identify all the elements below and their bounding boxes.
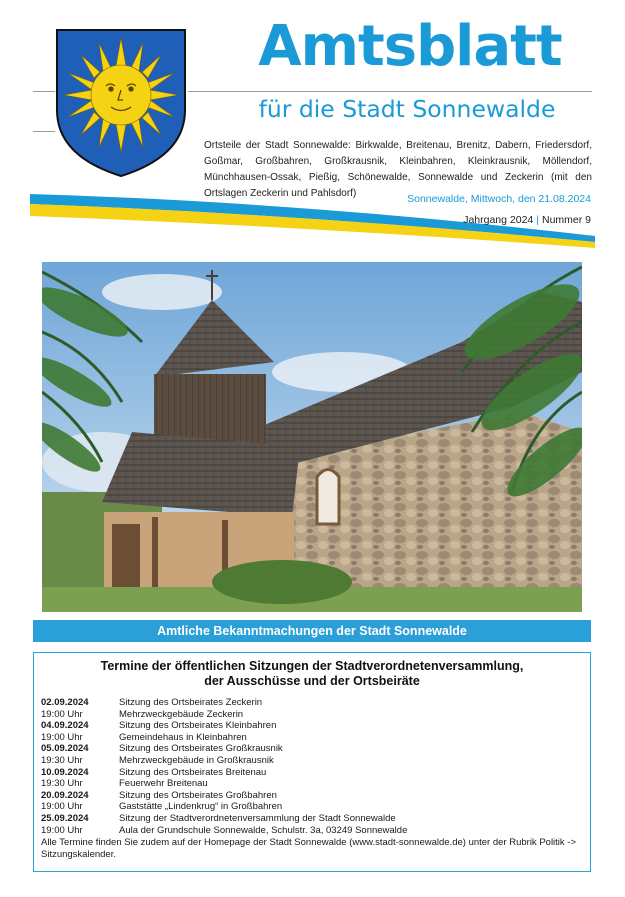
session-place: Aula der Grundschule Sonnewalde, Schulstr. 3a, 03249 Sonnewalde xyxy=(119,824,408,836)
session-row-time xyxy=(41,801,583,813)
session-place: Mehrzweckgebäude in Großkrausnik xyxy=(119,754,274,766)
sessions-list xyxy=(41,697,583,836)
header-rule-left-top xyxy=(33,91,55,92)
official-notices-banner: Amtliche Bekanntmachungen der Stadt Sonnewalde xyxy=(33,620,591,642)
session-event: Sitzung des Ortsbeirates Großbahren xyxy=(119,789,277,801)
session-event: Sitzung der Stadtverordnetenversammlung der Stadt Sonnewalde xyxy=(119,812,396,824)
session-time: 19:30 Uhr xyxy=(41,754,83,766)
header-rule-left-bottom xyxy=(33,131,55,132)
session-row-date xyxy=(41,697,583,709)
header-rule-right xyxy=(188,91,592,92)
session-row-time xyxy=(41,709,583,721)
session-date: 05.09.2024 xyxy=(41,743,89,755)
session-date: 02.09.2024 xyxy=(41,697,89,708)
session-place: Gaststätte „Lindenkrug“ in Großbahren xyxy=(119,801,283,813)
session-row-time xyxy=(41,778,583,790)
cover-photo-church xyxy=(42,262,582,612)
session-row-time xyxy=(41,825,583,837)
issue-date: Sonnewalde, Mittwoch, den 21.08.2024 xyxy=(407,193,591,205)
districts-list: Ortsteile der Stadt Sonnewalde: Birkwalde, Breitenau, Brenitz, Dabern, Friedersdorf, Goßmar, Großbahren, Großkrausnik, Kleinbahren, Kleinkrausnik, Möllendorf, Münchhausen-Ossak, Pießig, Schönewalde, Sonnewalde und Zeckerin (mit den Ortslagen Zeckerin und Pahlsdorf) xyxy=(204,140,592,199)
session-row-time xyxy=(41,755,583,767)
session-place: Mehrzweckgebäude Zeckerin xyxy=(119,708,244,720)
session-date: 04.09.2024 xyxy=(41,720,89,732)
session-date: 20.09.2024 xyxy=(41,789,89,801)
notice-title-line1: Termine der öffentlichen Sitzungen der Stadtverordnetenversammlung, xyxy=(100,659,524,673)
sessions-notice-box xyxy=(33,652,591,872)
session-time: 19:00 Uhr xyxy=(41,731,83,743)
session-event: Sitzung des Ortsbeirates Breitenau xyxy=(119,766,267,778)
masthead-title: Amtsblatt xyxy=(258,14,562,79)
session-place: Gemeindehaus in Kleinbahren xyxy=(119,731,247,743)
session-row-date xyxy=(41,767,583,779)
notice-title xyxy=(41,659,583,689)
session-time: 19:30 Uhr xyxy=(41,778,83,790)
session-row-date xyxy=(41,790,583,802)
coat-of-arms-icon xyxy=(55,28,187,178)
session-event: Sitzung des Ortsbeirates Zeckerin xyxy=(119,697,263,708)
session-date: 25.09.2024 xyxy=(41,812,89,824)
issue-separator: | xyxy=(536,214,539,226)
issue-number xyxy=(463,214,591,226)
session-row-date xyxy=(41,813,583,825)
session-row-date xyxy=(41,743,583,755)
session-row-date xyxy=(41,720,583,732)
session-time: 19:00 Uhr xyxy=(41,824,83,836)
issue-year: Jahrgang 2024 xyxy=(463,214,534,226)
session-event: Sitzung des Ortsbeirates Großkrausnik xyxy=(119,743,283,755)
session-time: 19:00 Uhr xyxy=(41,708,83,720)
notice-title-line2: der Ausschüsse und der Ortsbeiräte xyxy=(204,674,420,688)
session-place: Feuerwehr Breitenau xyxy=(119,778,208,790)
calendar-note: Alle Termine finden Sie zudem auf der Homepage der Stadt Sonnewalde (www.stadt-sonnewalde.de) unter der Rubrik Politik -> Sitzungskalender. xyxy=(41,837,577,861)
masthead-subtitle: für die Stadt Sonnewalde xyxy=(258,95,556,123)
issue-volume: Nummer 9 xyxy=(541,214,591,226)
session-time: 19:00 Uhr xyxy=(41,801,83,813)
session-row-time xyxy=(41,732,583,744)
session-event: Sitzung des Ortsbeirates Kleinbahren xyxy=(119,720,277,732)
session-date: 10.09.2024 xyxy=(41,766,89,778)
